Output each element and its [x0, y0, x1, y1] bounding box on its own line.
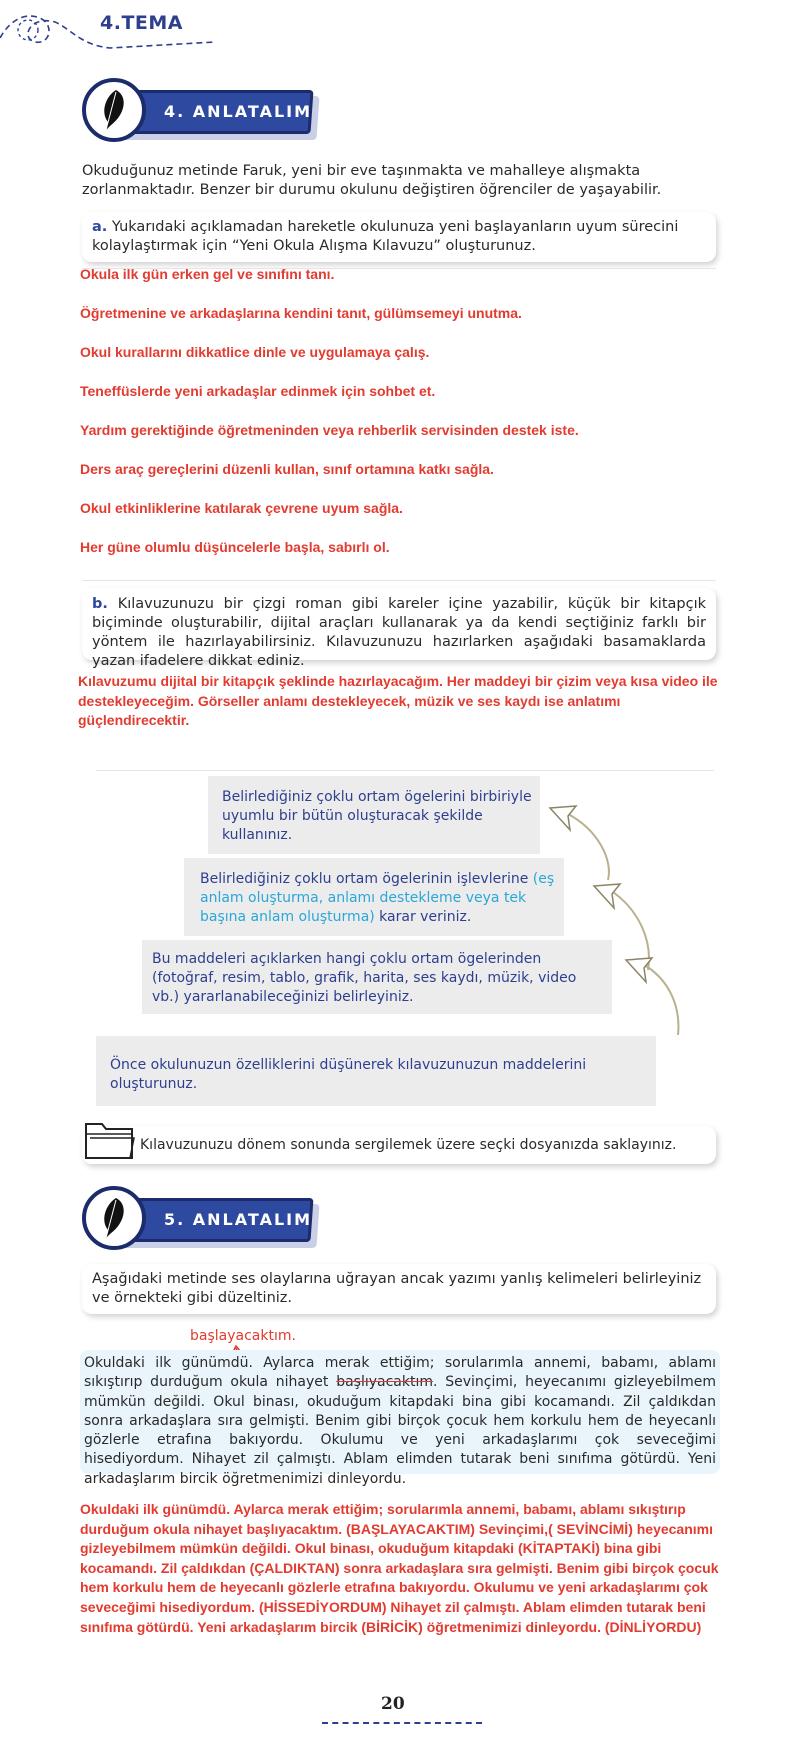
folder-icon	[84, 1120, 136, 1162]
section-4-intro: Okuduğunuz metinde Faruk, yeni bir eve taşınmakta ve mahalleye alışmakta zorlanmaktadır. Benzer bir durumu okulunu değiştiren öğrenciler de yaşayabilir.	[82, 163, 662, 198]
task-a-letter: a.	[92, 219, 108, 235]
step-1	[96, 1036, 656, 1106]
passage-box	[80, 1350, 720, 1487]
section-5-banner	[82, 1186, 332, 1256]
feather-quill-icon	[82, 78, 146, 142]
feather-quill-icon	[82, 1186, 146, 1250]
passage-text-rest: . Sevinçimi, heyecanımı gizleyebilmem mümkün değildi. Okul binası, okuduğum kitapdaki bina gibi kocamandı. Zil çaldıkdan sonra arkadaşlara sıra gelmişti. Benim gibi birçok çocuk hem korkulu hem de heyecanlı gözlerle etrafına bakıyordu. Okulumu ve yeni arkadaşlarımı çok seveceğimi hisediyordum. Nihayet zil çalmıştı. Ablam elimden tutarak beni sınıfıma götürdü. Yeni arkadaşlarım bircik öğretmenimizi dinleyordu.	[84, 1374, 716, 1487]
step-4	[208, 776, 540, 854]
portfolio-note: Kılavuzunuzu dönem sonunda sergilemek üzere seçki dosyanızda saklayınız.	[140, 1137, 677, 1153]
theme-title: 4.TEMA	[100, 12, 183, 34]
step-3-highlight: (eş anlam oluşturma, anlamı destekleme veya tek başına anlam oluşturma)	[200, 871, 555, 925]
answer-passage: Okuldaki ilk günümdü. Aylarca merak ettiğim; sorularımla annemi, babamı, ablamı sıkıştırıp durduğum okula nihayet başlıyacaktım. (BAŞLAYACAKTIM) Sevinçimi,( SEVİNCİMİ) heyecanımı gizleyebilmem mümkün değildi. Okul binası, okuduğum kitapdaki (KİTAPTAKİ) bina gibi kocamandı. Zil çaldıkdan (ÇALDIKTAN) sonra arkadaşlara sıra gelmişti. Benim gibi birçok çocuk hem korkulu hem de heyecanlı gözlerle etrafına bakıyordu. Okulumu ve yeni arkadaşlarımı çok seveceğimi hisediyordum. (HİSSEDİYORDUM) Nihayet zil çalmıştı. Ablam elimden tutarak beni sınıfıma götürdü. Yeni arkadaşlarım bircik (BİRİCİK) öğretmenimizi dinleyordu. (DİNLİYORDU)	[80, 1501, 719, 1635]
task-b-card	[82, 588, 716, 669]
answer-a-item: Okul kurallarını dikkatlice dinle ve uygulamaya çalış.	[80, 344, 430, 360]
answer-a-item: Okula ilk gün erken gel ve sınıfını tanı.	[80, 266, 335, 282]
step-1-text: Önce okulunuzun özelliklerini düşünerek kılavuzunuzun maddelerini oluşturunuz.	[110, 1057, 587, 1092]
task-b-text: Kılavuzunuzu bir çizgi roman gibi kareler içine yazabilir, küçük bir kitapçık biçiminde oluşturabilir, dijital araçları kullanarak ya da kendi seçtiğiniz farklı bir yöntem ile hazırlayabilirsiniz. Kılavuzunuzu hazırlarken aşağıdaki basamaklarda yazan ifadelere dikkat ediniz.	[92, 596, 706, 669]
section-4-label: 4. ANLATALIM	[164, 102, 313, 121]
answer-a-item: Yardım gerektiğinde öğretmeninden veya rehberlik servisinden destek iste.	[80, 422, 579, 438]
step-3	[184, 858, 564, 936]
section-5-label: 5. ANLATALIM	[164, 1210, 313, 1229]
footer-dashes	[322, 1722, 482, 1724]
page-number: 20	[381, 1694, 405, 1714]
answer-a-item: Teneffüslerde yeni arkadaşlar edinmek için sohbet et.	[80, 383, 436, 399]
task-b-letter: b.	[92, 596, 108, 612]
task-a-card	[82, 212, 716, 262]
instruction-card	[82, 1264, 716, 1314]
answer-a-item: Her güne olumlu düşüncelerle başla, sabırlı ol.	[80, 539, 390, 555]
arrow-up-icon	[548, 800, 698, 1040]
section-4-banner	[82, 78, 332, 148]
step-2-text: Bu maddeleri açıklarken hangi çoklu ortam ögelerinden (fotoğraf, resim, tablo, grafik, harita, ses kaydı, müzik, video vb.) yararlanabileceğinizi belirleyiniz.	[152, 951, 577, 1005]
passage-text: Okuldaki ilk günümdü. Aylarca merak ettiğim; sorularımla annemi, babamı, ablamı sıkıştırıp durduğum okula nihayet	[84, 1355, 716, 1391]
answer-b: Kılavuzumu dijital bir kitapçık şeklinde hazırlayacağım. Her maddeyi bir çizim veya kısa video ile destekleyeceğim. Görseller anlamı destekleyecek, müzik ve ses kaydı ise anlatımı güçlendirecektir.	[78, 673, 718, 728]
step-4-text: Belirlediğiniz çoklu ortam ögelerini birbiriyle uyumlu bir bütün oluşturacak şekilde kullanınız.	[222, 789, 532, 843]
answer-a-item: Öğretmenine ve arkadaşlarına kendini tanıt, gülümsemeyi unutma.	[80, 305, 522, 321]
portfolio-note-card	[82, 1126, 716, 1164]
step-2	[142, 940, 612, 1014]
answer-a-item: Ders araç gereçlerini düzenli kullan, sınıf ortamına katkı sağla.	[80, 461, 494, 477]
instruction-text: Aşağıdaki metinde ses olaylarına uğrayan ancak yazımı yanlış kelimeleri belirleyiniz ve örnekteki gibi düzeltiniz.	[92, 1271, 702, 1306]
answer-a-item: Okul etkinliklerine katılarak çevrene uyum sağla.	[80, 500, 403, 516]
task-a-text: Yukarıdaki açıklamadan hareketle okulunuza yeni başlayanların uyum sürecini kolaylaştırmak için “Yeni Okula Alışma Kılavuzu” oluşturunuz.	[92, 219, 679, 254]
passage-struck-word: başlıyacaktım	[336, 1374, 433, 1391]
step-3-end: karar veriniz.	[374, 909, 472, 925]
step-3-text: Belirlediğiniz çoklu ortam ögelerinin işlevlerine	[200, 871, 533, 887]
example-correction: başlayacaktım.	[190, 1328, 296, 1344]
